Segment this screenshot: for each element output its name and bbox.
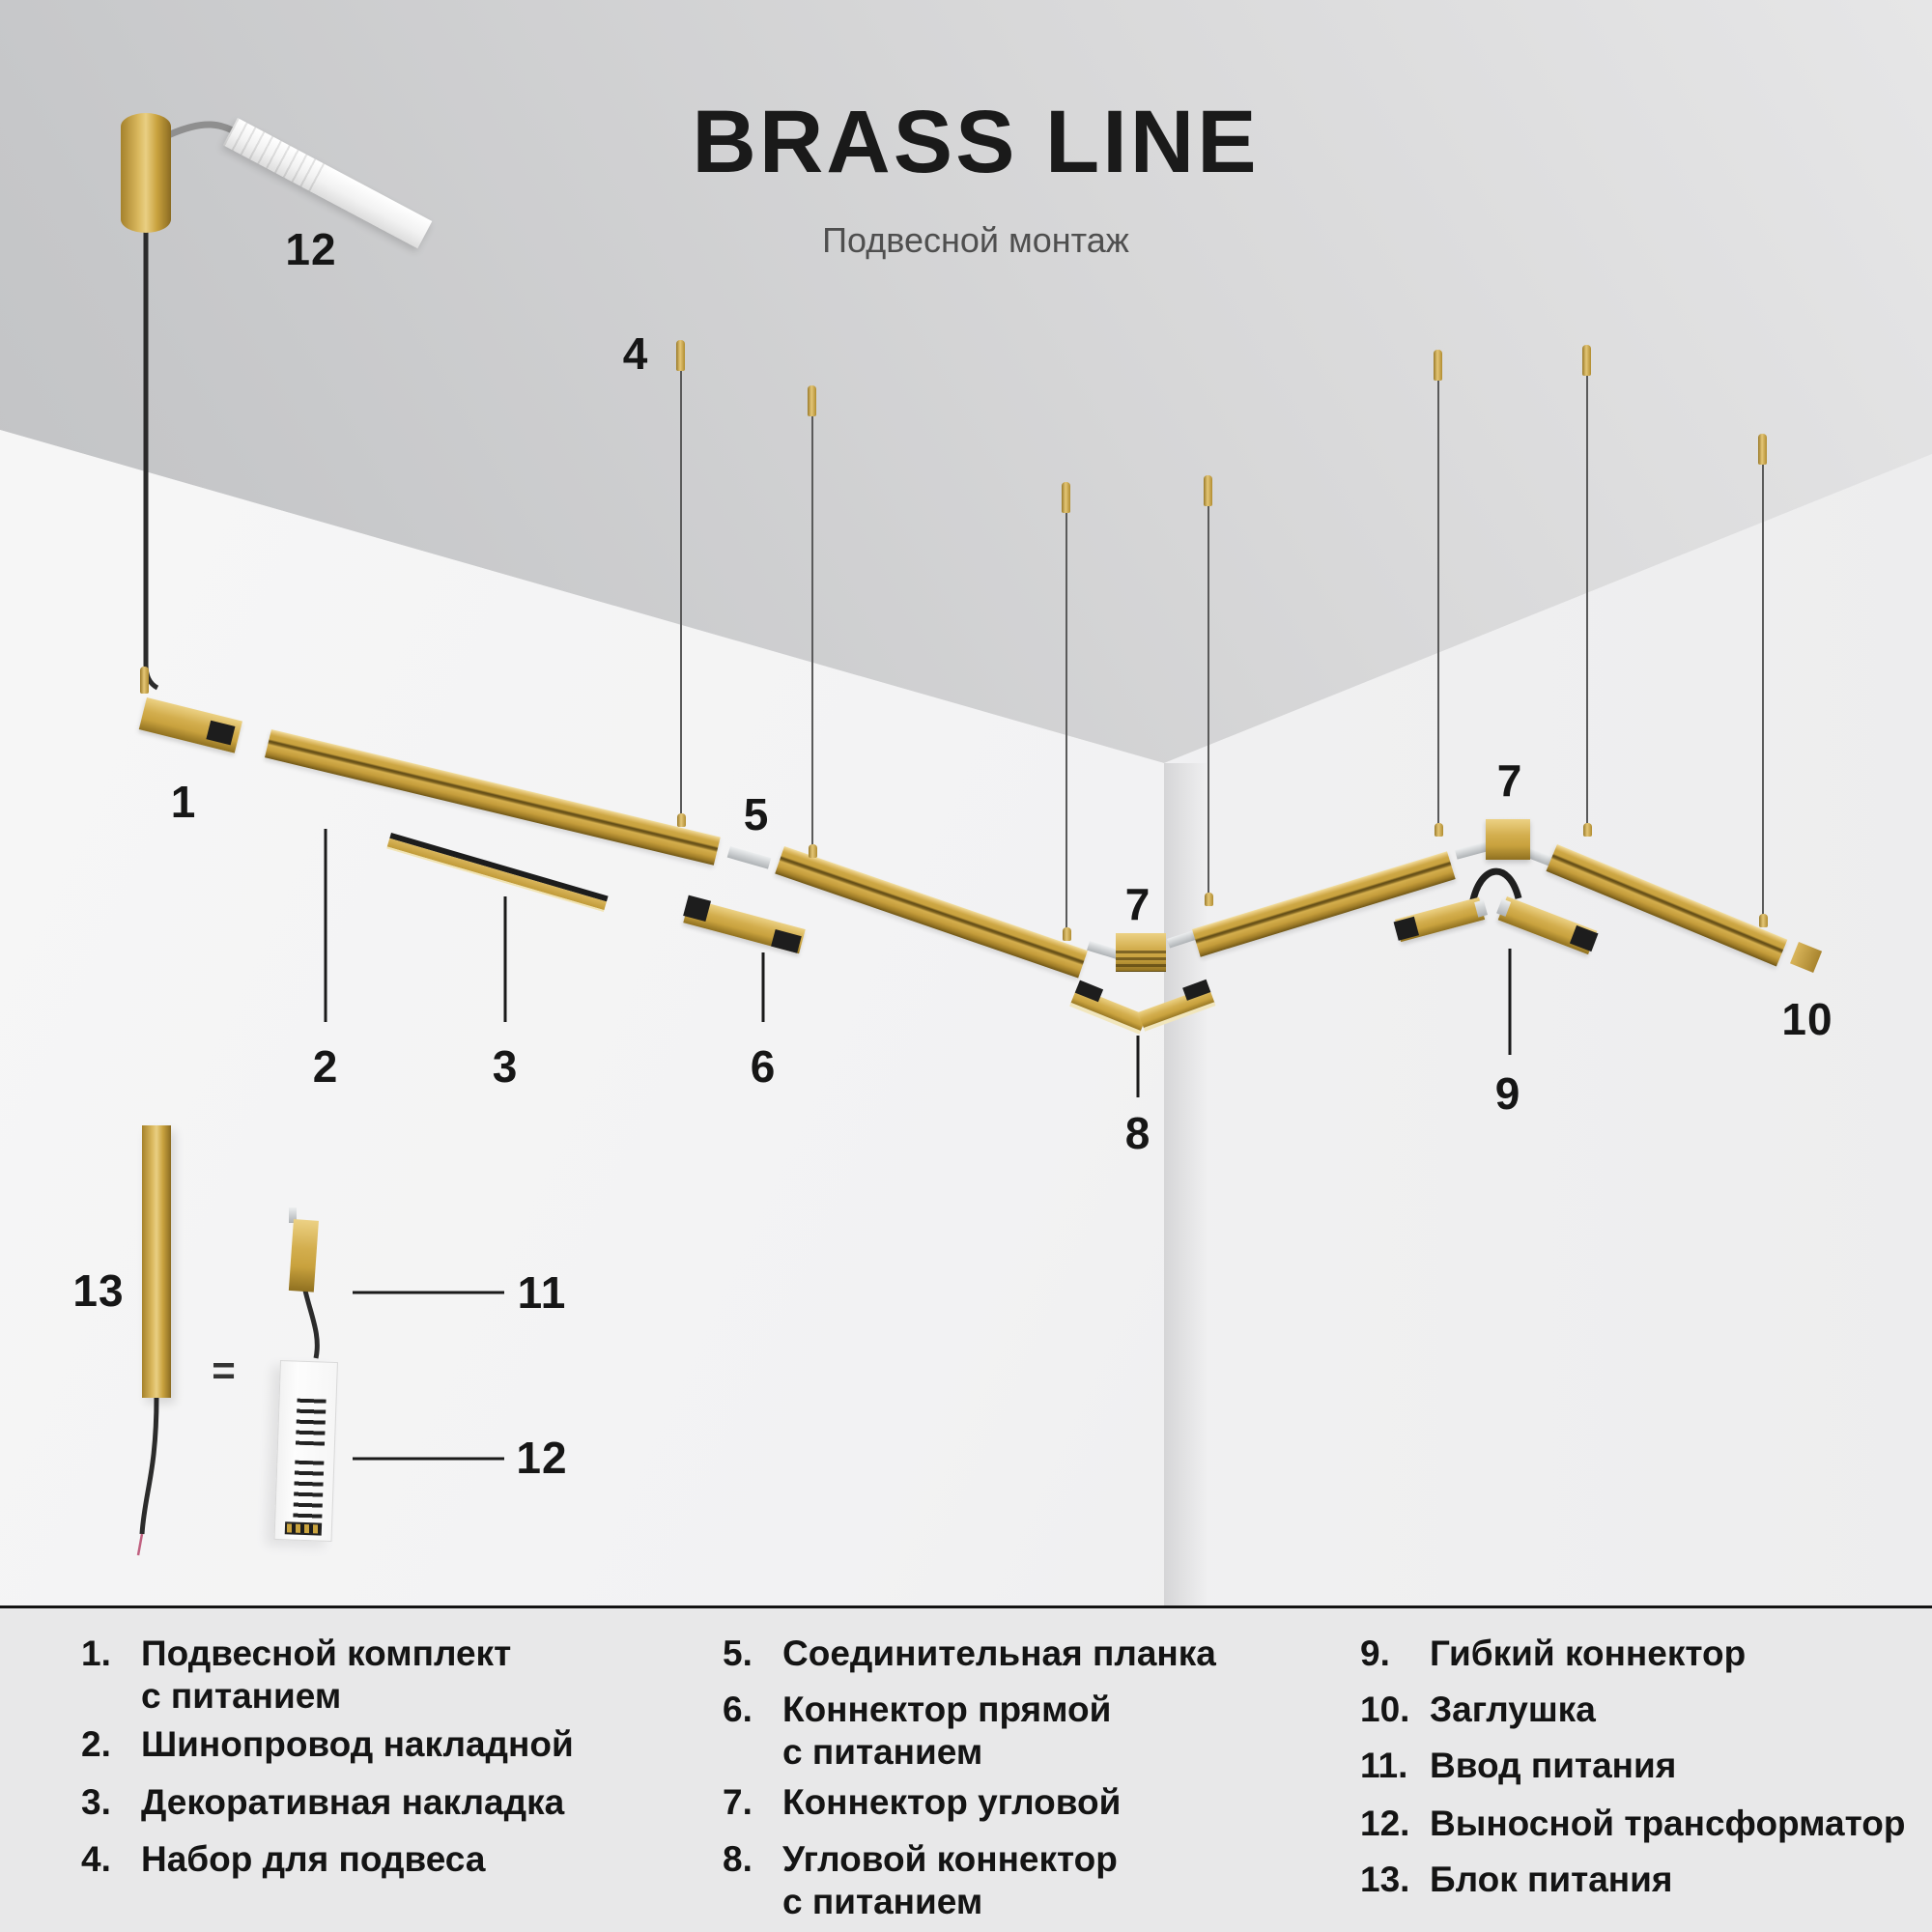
- legend-item-7: [723, 1781, 1121, 1824]
- legend-number: 11.: [1360, 1746, 1408, 1785]
- legend-text: Выносной трансформатор: [1430, 1804, 1906, 1843]
- page-subtitle: Подвесной монтаж: [822, 220, 1129, 260]
- legend-divider: [0, 1605, 1932, 1608]
- callout-7-center: 7: [1124, 879, 1151, 929]
- callout-13: 13: [72, 1265, 125, 1316]
- legend-number: 1.: [81, 1634, 111, 1673]
- legend-item-12: [1360, 1803, 1905, 1845]
- legend-number: 13.: [1360, 1860, 1410, 1899]
- legend-text: Заглушка: [1430, 1690, 1596, 1729]
- callout-11: 11: [517, 1267, 567, 1318]
- legend-item-8: [723, 1838, 1118, 1923]
- beam-hanger: [1759, 914, 1768, 927]
- beam-hanger: [677, 813, 686, 827]
- psu-bar: [142, 1125, 171, 1398]
- callout-7-right: 7: [1496, 755, 1523, 806]
- legend-number: 5.: [723, 1634, 753, 1673]
- legend-number: 7.: [723, 1782, 753, 1822]
- terminal-strip: [285, 1521, 322, 1535]
- legend-number: 10.: [1360, 1690, 1410, 1729]
- callout-1: 1: [170, 777, 197, 827]
- corner-connector: [1116, 933, 1166, 972]
- power-input-fitting: [289, 1219, 319, 1293]
- legend-text: Набор для подвеса: [141, 1839, 486, 1879]
- connector-lamellae: [1116, 951, 1166, 972]
- callout-3: 3: [492, 1041, 519, 1092]
- legend-number: 6.: [723, 1690, 753, 1729]
- beam-hanger: [809, 844, 817, 858]
- callout-6: 6: [750, 1041, 777, 1092]
- callout-8: 8: [1124, 1108, 1151, 1158]
- suspension-fitting: [1062, 482, 1070, 513]
- legend-text: Декоративная накладка: [141, 1782, 565, 1822]
- legend-text: Соединительная планка: [782, 1634, 1216, 1673]
- power-drop-cable: [146, 232, 157, 688]
- legend-item-13: [1360, 1859, 1672, 1901]
- legend-item-10: [1360, 1689, 1596, 1731]
- psu-bar-cable: [142, 1397, 156, 1534]
- legend-number: 9.: [1360, 1634, 1390, 1673]
- legend-item-9: [1360, 1633, 1746, 1675]
- legend-text-line2: с питанием: [782, 1732, 983, 1772]
- callout-9: 9: [1494, 1068, 1521, 1119]
- vent-slots: [293, 1461, 324, 1531]
- connector-clip: [1394, 917, 1419, 941]
- hanger-fitting: [140, 667, 149, 694]
- legend-number: 8.: [723, 1839, 753, 1879]
- legend-item-11: [1360, 1745, 1676, 1787]
- callout-12-top: 12: [285, 224, 337, 274]
- vent-slots: [296, 1399, 327, 1446]
- legend-text: Ввод питания: [1430, 1746, 1677, 1785]
- wire-tip: [138, 1534, 142, 1555]
- legend-text: Коннектор прямой: [782, 1690, 1112, 1729]
- legend-text: Шинопровод накладной: [141, 1724, 574, 1764]
- legend-number: 2.: [81, 1724, 111, 1764]
- corner-connector: [1486, 819, 1530, 860]
- beam-hanger: [1435, 823, 1443, 837]
- callout-12-bottom: 12: [516, 1433, 568, 1483]
- ceiling-canopy-cylinder: [121, 113, 171, 233]
- legend-text: Подвесной комплект: [141, 1634, 512, 1673]
- legend-text: Блок питания: [1430, 1860, 1673, 1899]
- legend-text-line2: с питанием: [141, 1676, 342, 1716]
- connector-clip: [683, 895, 711, 922]
- legend-text: Коннектор угловой: [782, 1782, 1122, 1822]
- legend-item-3: [81, 1781, 564, 1824]
- suspension-fitting: [676, 340, 685, 371]
- beam-hanger: [1063, 927, 1071, 941]
- legend-number: 3.: [81, 1782, 111, 1822]
- psu-cable: [305, 1291, 317, 1358]
- beam-hanger: [1583, 823, 1592, 837]
- legend-item-2: [81, 1723, 574, 1766]
- legend-text: Угловой коннектор: [782, 1839, 1118, 1879]
- suspension-fitting: [1204, 475, 1212, 506]
- legend-item-4: [81, 1838, 485, 1881]
- legend-item-6: [723, 1689, 1111, 1774]
- suspension-fitting: [1434, 350, 1442, 381]
- transformer-box: [274, 1360, 338, 1542]
- legend-number: 12.: [1360, 1804, 1410, 1843]
- equals-sign: =: [212, 1348, 237, 1393]
- callout-5: 5: [743, 789, 770, 839]
- suspension-fitting: [1582, 345, 1591, 376]
- legend-text-line2: с питанием: [782, 1882, 983, 1921]
- page-title: BRASS LINE: [692, 93, 1260, 191]
- legend-item-1: [81, 1633, 511, 1718]
- legend-text: Гибкий коннектор: [1430, 1634, 1747, 1673]
- suspension-fitting: [808, 385, 816, 416]
- beam-hanger: [1205, 893, 1213, 906]
- suspension-fitting: [1758, 434, 1767, 465]
- callout-4: 4: [622, 328, 649, 379]
- callout-10: 10: [1781, 994, 1833, 1044]
- feed-connector-tip: [206, 721, 235, 746]
- legend-number: 4.: [81, 1839, 111, 1879]
- callout-2: 2: [312, 1041, 339, 1092]
- legend-item-5: [723, 1633, 1216, 1675]
